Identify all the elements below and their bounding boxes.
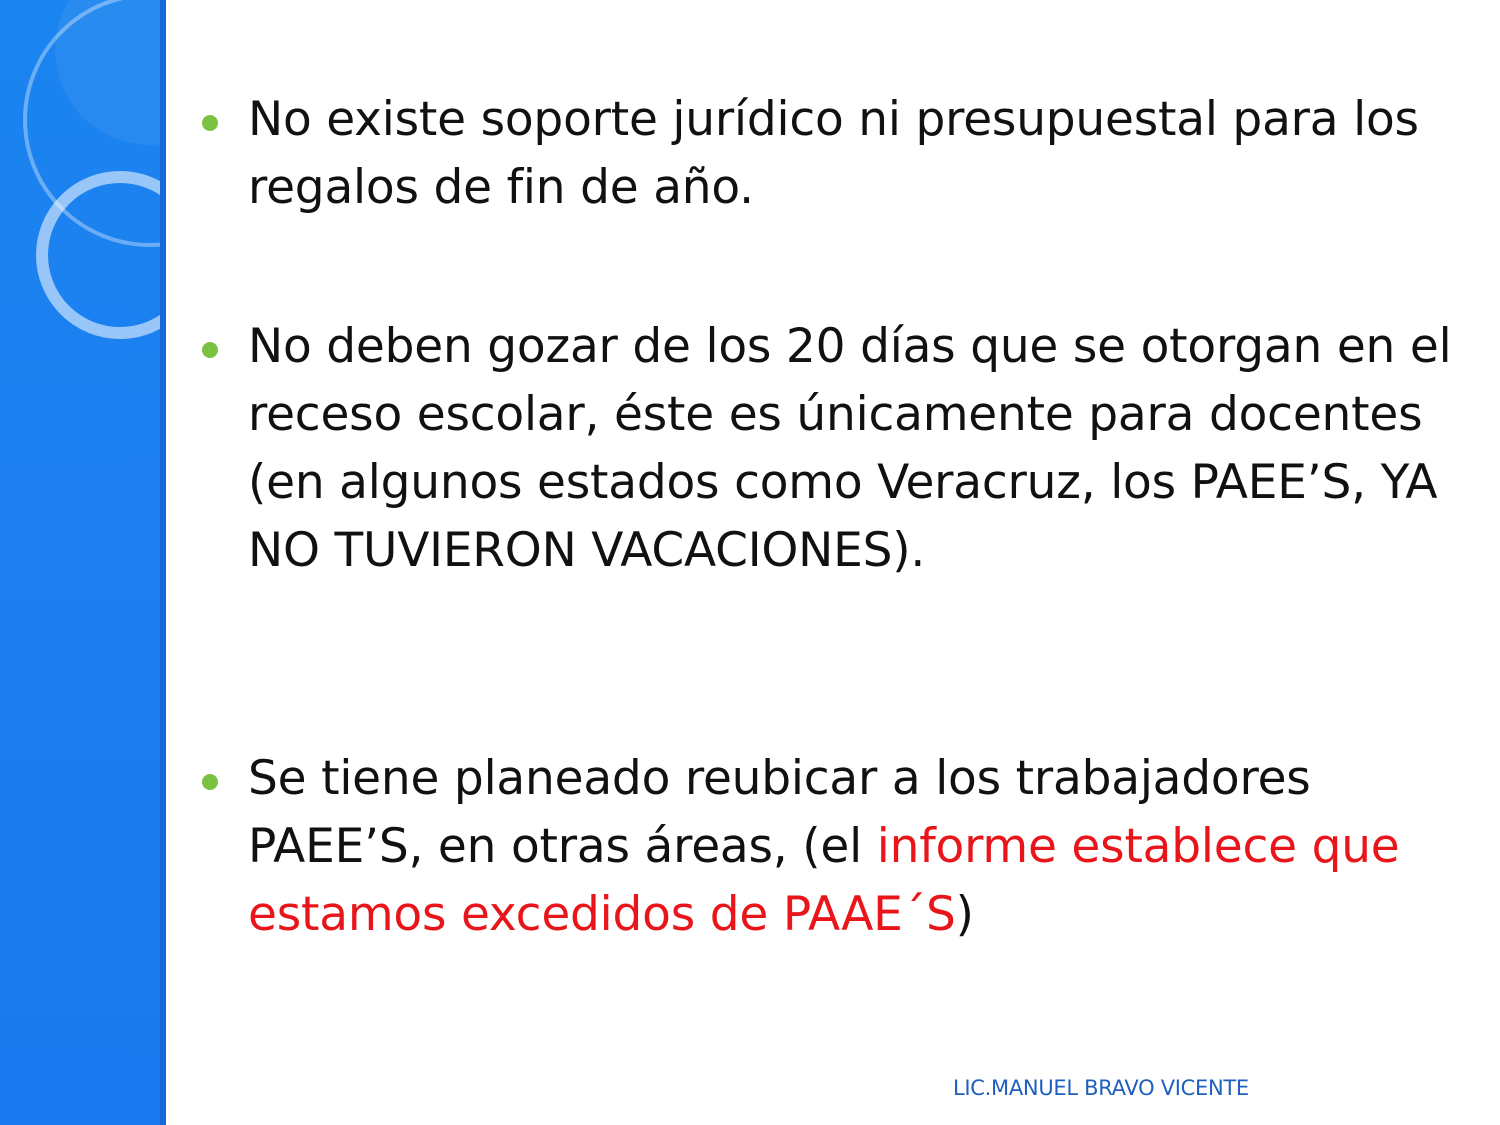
- bullet-text: No deben gozar de los 20 días que se otorgan en el receso escolar, éste es únicamente para docentes (en algunos estados como Veracruz, los PAEE’S, YA NO TUVIERON VACACIONES).: [248, 319, 1452, 578]
- footer-author: LIC.MANUEL BRAVO VICENTE: [953, 1076, 1249, 1100]
- decorative-circles: [0, 0, 166, 1125]
- bullet-text: No existe soporte jurídico ni presupuestal para los regalos de fin de año.: [248, 92, 1419, 215]
- bullet-item: [200, 745, 1488, 949]
- decorative-sidebar: [0, 0, 166, 1125]
- bullet-text-highlight: informe establece que estamos excedidos de PAAE´S: [248, 819, 1400, 942]
- bullet-dot-icon: [202, 115, 218, 131]
- sidebar-edge: [160, 0, 166, 1125]
- bullet-item: [200, 86, 1488, 222]
- bullet-text-after: ): [955, 887, 974, 942]
- bullet-text-before: Se tiene planeado reubicar a los trabajadores PAEE’S, en otras áreas, (el: [248, 751, 1311, 874]
- bullet-dot-icon: [202, 774, 218, 790]
- bullet-dot-icon: [202, 342, 218, 358]
- bullet-item: [200, 313, 1488, 585]
